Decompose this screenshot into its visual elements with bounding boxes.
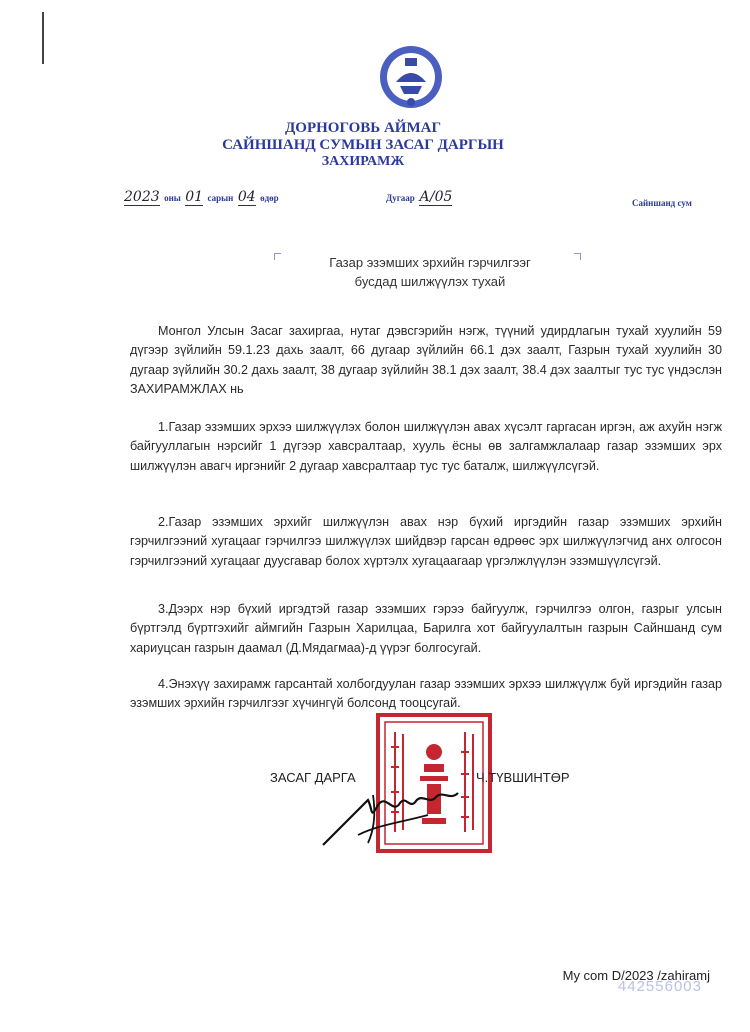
preamble bbox=[130, 322, 722, 399]
date-year-label: оны bbox=[164, 193, 181, 203]
item-1 bbox=[130, 418, 722, 476]
handwritten-signature bbox=[318, 775, 468, 855]
header-province: ДОРНОГОВЬ АЙМАГ bbox=[284, 120, 442, 136]
place-label: Сайншанд сум bbox=[632, 198, 692, 208]
footer-path: My com D/2023 /zahiramj bbox=[562, 968, 710, 983]
number-line bbox=[386, 188, 452, 206]
document-title bbox=[300, 253, 560, 291]
signatory-title: ЗАСАГ ДАРГА bbox=[270, 770, 356, 785]
number-label: Дугаар bbox=[386, 193, 415, 203]
title-corner-right bbox=[574, 253, 581, 260]
item-4-text: 4.Энэхүү захирамж гарсантай холбогдуулан газар эзэмших эрхээ шилжүүлж буй иргэдийн газар эзэмших эрхийн гэрчилгээг хүчингүй болсонд тооцсугай. bbox=[130, 677, 722, 711]
item-4 bbox=[130, 675, 722, 714]
header-doc-type: ЗАХИРАМЖ bbox=[321, 154, 405, 169]
header-office: САЙНШАНД СУМЫН ЗАСАГ ДАРГЫН bbox=[222, 137, 504, 153]
item-2-text: 2.Газар эзэмших эрхийг шилжүүлэн авах нэр бүхий иргэдийн газар эзэмших эрхийн гэрчилгээний хугацааг гэрчилгээ шилжүүлэх шийдвэр гарсан өдрөөс эрх шилжүүлэгчид анх олгосон гэрчилгээний хугацааг дуусгавар болох хүртэлх хугацаагаар үргэлжлүүлэн эзэмшүүлсүгэй. bbox=[130, 515, 722, 568]
preamble-text: Монгол Улсын Засаг захиргаа, нутаг дэвсгэрийн нэгж, түүний удирдлагын тухай хуулийн 59 дүгээр зүйлийн 59.1.23 дахь заалт, 66 дугаар зүйлийн 66.1 дэх заалт, Газрын тухай хуулийн 30 дугаар зүйлийн 30.2 дахь заалт, 38 дугаар зүйлийн 38.1 дэх заалт, 38.4 дэх заалтыг тус тус үндэслэн ЗАХИРАМЖЛАХ нь bbox=[130, 324, 722, 396]
date-line bbox=[124, 188, 279, 206]
item-1-text: 1.Газар эзэмших эрхээ шилжүүлэх болон шилжүүлэн авах хүсэлт гаргасан иргэн, аж ахуйн нэгж байгууллагын нэрсийг 1 дүгээр хавсралтаар, хууль ёсны өв залгамжлалаар газар эзэмших эрх шилжүүлэн авагч иргэнийг 2 дугаар хавсралтаар тус тус баталж, шилжүүлсүгэй. bbox=[130, 420, 722, 473]
margin-mark bbox=[42, 12, 44, 64]
document-number: А/05 bbox=[419, 189, 453, 205]
date-year: 2023 bbox=[124, 189, 160, 205]
signatory-name: Ч.ТҮВШИНТӨР bbox=[476, 770, 570, 785]
date-month-label: сарын bbox=[207, 193, 234, 203]
title-line-2: бусдад шилжүүлэх тухай bbox=[354, 274, 506, 289]
item-3 bbox=[130, 600, 722, 658]
state-emblem-icon bbox=[378, 42, 444, 112]
date-month: 01 bbox=[185, 189, 204, 205]
title-line-1: Газар эзэмших эрхийн гэрчилгээг bbox=[329, 255, 531, 270]
date-day: 04 bbox=[237, 189, 256, 205]
item-2 bbox=[130, 513, 722, 571]
faint-serial-number: 442556003 bbox=[617, 978, 702, 995]
title-corner-left bbox=[274, 253, 281, 260]
item-3-text: 3.Дээрх нэр бүхий иргэдтэй газар эзэмших гэрээ байгуулж, гэрчилгээ олгон, газрыг улсын бүртгэлд бүртгэхийг аймгийн Газрын Харилцаа, Барилга хот байгуулалтын газрын Сайншанд сум хариуцсан газрын даамал (Д.Мядагмаа)-д үүрэг болгосугай. bbox=[130, 602, 722, 655]
date-day-label: өдөр bbox=[260, 193, 279, 203]
